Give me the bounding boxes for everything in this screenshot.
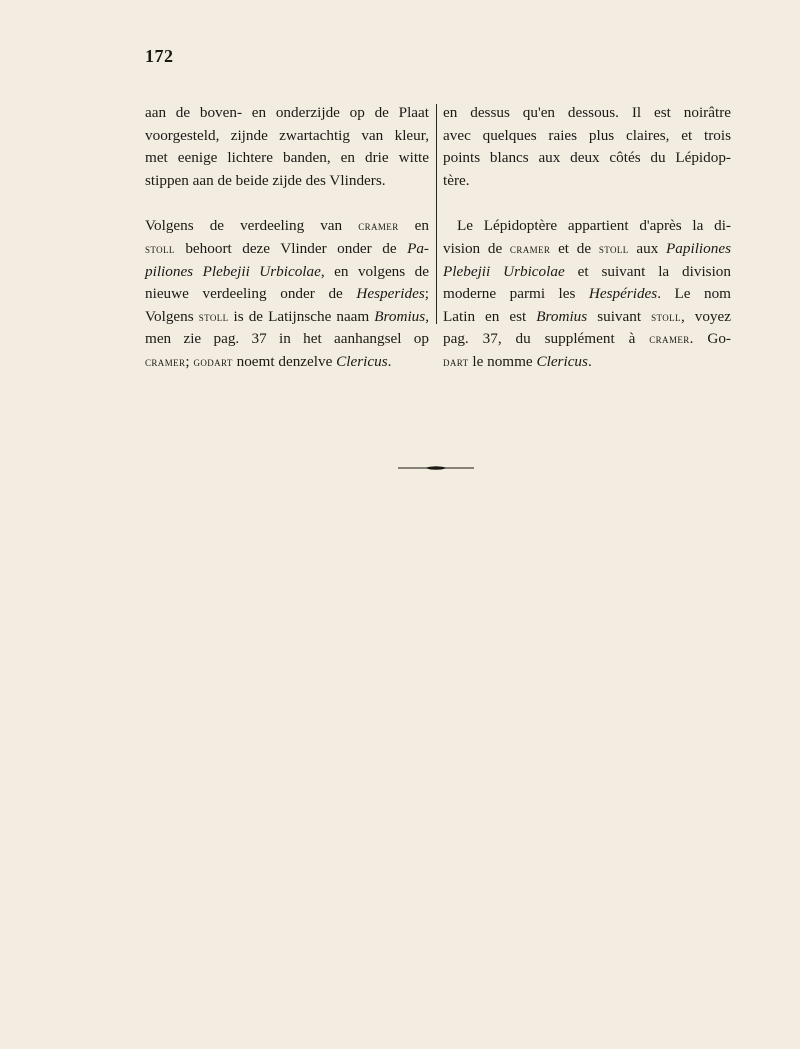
taxon-name: Papiliones (666, 239, 731, 257)
text-line: stippen aan de beide zijde des Vlinders. (145, 171, 386, 189)
dutch-paragraph-2 (145, 215, 429, 373)
text-line: met eenige lichtere banden, en drie witte (145, 149, 429, 167)
taxon-name: Hespérides (588, 285, 658, 303)
text-line: tère. (443, 171, 470, 189)
text-line: en dessus qu'en dessous. Il est noirâtre (443, 104, 731, 121)
taxon-name: Hesperides (356, 285, 425, 303)
taxon-name: Clericus (336, 352, 388, 370)
text-line: moderne parmi les Hespérides. Le nom (443, 285, 731, 303)
dutch-column (145, 102, 429, 397)
author-name: cramer (509, 240, 551, 256)
text-line: Plebejii Urbicolae et suivant la division (443, 262, 731, 280)
author-name: stoll (651, 308, 681, 324)
text-line: vision de cramer et de stoll aux Papiliones (443, 239, 731, 257)
end-ornament (398, 464, 474, 472)
text-line: stoll behoort deze Vlinder onder de Pa- (145, 239, 429, 257)
text-line: aan de boven- en onderzijde op de Plaat (145, 104, 429, 121)
taxon-name: Clericus (536, 352, 588, 370)
text-line: Volgens stoll is de Latijnsche naam Bromius, (145, 307, 429, 325)
text-line: Le Lépidoptère appartient d'après la di- (457, 217, 731, 235)
taxon-name: Bromius (374, 307, 426, 325)
text-line: cramer; godart noemt denzelve Clericus. (145, 352, 392, 370)
page-number: 172 (145, 46, 174, 66)
french-paragraph-1 (443, 102, 731, 192)
taxon-name: piliones Plebejii Urbicolae (145, 262, 321, 280)
text-line: Volgens de verdeeling van cramer en (145, 217, 429, 235)
text-line: avec quelques raies plus claires, et trois (443, 126, 731, 144)
author-name: cramer (358, 218, 399, 234)
author-name: stoll (198, 308, 229, 324)
dutch-paragraph-1 (145, 102, 429, 192)
author-name: stoll (598, 240, 629, 256)
author-name: cramer (649, 331, 690, 347)
column-divider (436, 104, 437, 324)
text-line: Latin en est Bromius suivant stoll, voyez (443, 307, 732, 325)
text-line: points blancs aux deux côtés du Lépidop- (443, 149, 731, 167)
text-line: voorgesteld, zijnde zwartachtig van kleur, (145, 126, 429, 144)
author-name: godart (193, 353, 233, 369)
text-line: pag. 37, du supplément à cramer. Go- (443, 330, 731, 348)
text-line: men zie pag. 37 in het aanhangsel op (145, 330, 429, 348)
author-name: cramer (145, 353, 186, 369)
author-name: stoll (145, 240, 175, 256)
french-paragraph-2 (443, 215, 731, 373)
author-name: dart (443, 353, 469, 369)
taxon-name: Bromius (536, 307, 588, 325)
taxon-name: Plebejii Urbicolae (443, 262, 565, 280)
french-column (443, 102, 731, 397)
text-line: nieuwe verdeeling onder de Hesperides; (145, 285, 429, 303)
text-line: dart le nomme Clericus. (443, 352, 592, 370)
text-line: piliones Plebejii Urbicolae, en volgens de (145, 262, 429, 280)
